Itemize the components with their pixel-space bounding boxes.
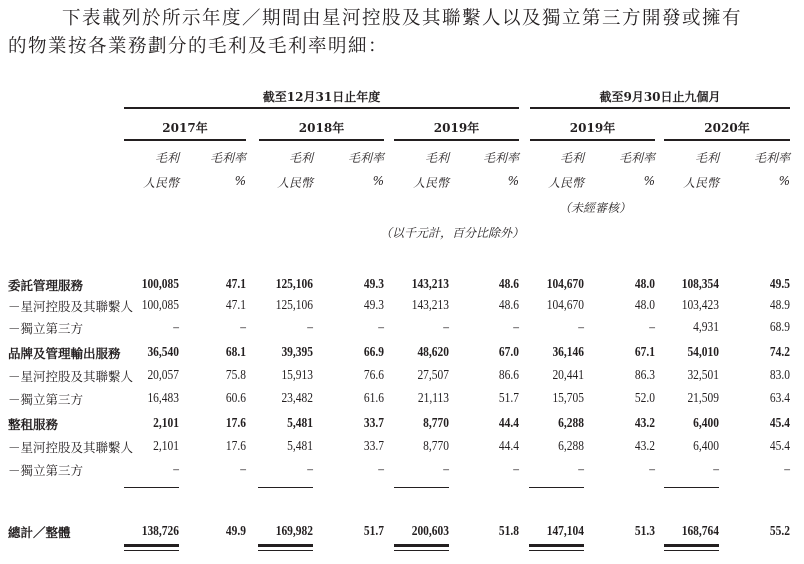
- gross-margin-cell: 51.7: [498, 390, 519, 405]
- row-label: －獨立第三方: [8, 392, 84, 407]
- total-margin-cell: 55.2: [769, 523, 790, 538]
- currency-header: 人民幣: [412, 176, 449, 190]
- gross-margin-header: 毛利率: [753, 151, 790, 165]
- gross-margin-cell: 75.8: [225, 367, 246, 382]
- year-rule: [124, 139, 246, 141]
- gross-margin-cell: 48.6: [498, 297, 519, 312]
- gross-profit-cell: 39,395: [281, 344, 313, 359]
- gross-margin-cell: 74.2: [769, 344, 790, 359]
- gross-profit-header: 毛利: [154, 151, 179, 165]
- subtotal-rule: [394, 487, 449, 488]
- gross-margin-cell: –: [378, 319, 384, 334]
- total-profit-cell: 147,104: [546, 523, 584, 538]
- row-label: －星河控股及其聯繫人: [8, 440, 134, 455]
- subtotal-rule: [124, 487, 179, 488]
- gross-profit-header: 毛利: [559, 151, 584, 165]
- gross-margin-cell: 67.0: [498, 344, 519, 359]
- gross-profit-cell: 125,106: [275, 297, 313, 312]
- gross-margin-cell: 47.1: [225, 276, 246, 291]
- year-rule: [530, 139, 655, 141]
- double-rule: [124, 544, 179, 547]
- gross-margin-header: 毛利率: [618, 151, 655, 165]
- gross-margin-cell: 47.1: [225, 297, 246, 312]
- subtotal-rule: [529, 487, 584, 488]
- double-rule: [529, 544, 584, 547]
- row-label: 委託管理服務: [8, 278, 84, 293]
- gross-margin-cell: 33.7: [363, 438, 384, 453]
- gross-profit-header: 毛利: [424, 151, 449, 165]
- row-label: －星河控股及其聯繫人: [8, 369, 134, 384]
- unaudited-note: （未經審核）: [558, 201, 631, 215]
- gross-margin-cell: 48.0: [634, 276, 655, 291]
- gross-margin-cell: 86.6: [498, 367, 519, 382]
- gross-margin-header: 毛利率: [482, 151, 519, 165]
- gross-margin-cell: –: [240, 319, 246, 334]
- gross-margin-cell: 33.7: [363, 415, 384, 430]
- table-row: [0, 390, 804, 410]
- total-row: [0, 523, 804, 543]
- gross-margin-cell: –: [649, 461, 655, 476]
- double-rule: [664, 550, 719, 551]
- gross-margin-cell: 48.0: [634, 297, 655, 312]
- gross-margin-cell: 45.4: [769, 415, 790, 430]
- gross-margin-header: 毛利率: [209, 151, 246, 165]
- gross-profit-cell: 8,770: [423, 415, 449, 430]
- gross-margin-cell: –: [784, 461, 790, 476]
- table-row: [0, 415, 804, 435]
- table-row: [0, 461, 804, 481]
- total-margin-cell: 51.3: [634, 523, 655, 538]
- year-rule: [664, 139, 790, 141]
- year-rule: [259, 139, 384, 141]
- gross-profit-cell: 6,400: [693, 415, 719, 430]
- gross-margin-cell: –: [513, 461, 519, 476]
- gross-profit-cell: 54,010: [687, 344, 719, 359]
- gross-margin-cell: 68.9: [769, 319, 790, 334]
- gross-profit-cell: 6,288: [558, 438, 584, 453]
- gross-profit-cell: –: [307, 319, 313, 334]
- gross-profit-cell: 108,354: [681, 276, 719, 291]
- gross-profit-header: 毛利: [288, 151, 313, 165]
- double-rule: [258, 544, 313, 547]
- total-profit-cell: 138,726: [141, 523, 179, 538]
- year-header: 2018年: [298, 121, 345, 135]
- gross-profit-cell: 6,400: [693, 438, 719, 453]
- gross-margin-cell: 43.2: [634, 438, 655, 453]
- gross-profit-cell: 143,213: [411, 276, 449, 291]
- gross-profit-cell: 104,670: [546, 276, 584, 291]
- gross-profit-cell: 15,913: [281, 367, 313, 382]
- gross-margin-cell: 52.0: [634, 390, 655, 405]
- gross-margin-cell: 44.4: [498, 438, 519, 453]
- gross-margin-cell: 86.3: [634, 367, 655, 382]
- row-label: 整租服務: [8, 417, 59, 432]
- gross-margin-cell: 49.5: [769, 276, 790, 291]
- total-margin-cell: 49.9: [225, 523, 246, 538]
- gross-margin-cell: –: [378, 461, 384, 476]
- gross-profit-cell: –: [173, 461, 179, 476]
- table-row: [0, 438, 804, 458]
- gross-margin-cell: 61.6: [363, 390, 384, 405]
- gross-margin-header: 毛利率: [347, 151, 384, 165]
- header-rule: [530, 107, 790, 109]
- gross-profit-cell: 4,931: [693, 319, 719, 334]
- header-rule: [124, 107, 519, 109]
- gross-profit-cell: 16,483: [147, 390, 179, 405]
- currency-header: 人民幣: [682, 176, 719, 190]
- gross-margin-cell: 48.9: [769, 297, 790, 312]
- year-header: 2017年: [162, 121, 208, 135]
- subtotal-rule: [258, 487, 313, 488]
- gross-profit-cell: 100,085: [141, 297, 179, 312]
- gross-profit-cell: 23,482: [281, 390, 313, 405]
- double-rule: [394, 544, 449, 547]
- gross-profit-cell: 125,106: [275, 276, 313, 291]
- gross-profit-cell: 36,540: [147, 344, 179, 359]
- gross-margin-cell: 17.6: [225, 438, 246, 453]
- double-rule: [258, 550, 313, 551]
- total-margin-cell: 51.8: [498, 523, 519, 538]
- gross-margin-cell: 60.6: [225, 390, 246, 405]
- total-label: 總計／整體: [8, 525, 71, 540]
- table-row: [0, 344, 804, 364]
- percent-header: %: [778, 174, 790, 188]
- gross-profit-cell: 5,481: [287, 415, 313, 430]
- gross-profit-cell: 15,705: [552, 390, 584, 405]
- gross-profit-cell: 100,085: [141, 276, 179, 291]
- percent-header: %: [234, 174, 246, 188]
- gross-margin-cell: 48.6: [498, 276, 519, 291]
- gross-profit-cell: 27,507: [417, 367, 449, 382]
- gross-profit-cell: 2,101: [153, 415, 179, 430]
- period-header-year-ended: 截至12月31日止年度: [262, 90, 381, 104]
- gross-profit-cell: –: [713, 461, 719, 476]
- total-margin-cell: 51.7: [363, 523, 384, 538]
- gross-margin-cell: –: [240, 461, 246, 476]
- gross-profit-header: 毛利: [694, 151, 719, 165]
- gross-profit-cell: –: [443, 461, 449, 476]
- double-rule: [394, 550, 449, 551]
- gross-margin-cell: 49.3: [363, 276, 384, 291]
- row-label: 品牌及管理輸出服務: [8, 346, 121, 361]
- gross-margin-cell: 76.6: [363, 367, 384, 382]
- row-label: －星河控股及其聯繫人: [8, 299, 134, 314]
- table-row: [0, 367, 804, 387]
- row-label: －獨立第三方: [8, 463, 84, 478]
- currency-header: 人民幣: [276, 176, 313, 190]
- gross-profit-cell: 104,670: [546, 297, 584, 312]
- gross-profit-cell: 5,481: [287, 438, 313, 453]
- table-row: [0, 297, 804, 317]
- percent-header: %: [507, 174, 519, 188]
- gross-profit-cell: 36,146: [552, 344, 584, 359]
- gross-margin-cell: 17.6: [225, 415, 246, 430]
- currency-header: 人民幣: [547, 176, 584, 190]
- gross-profit-cell: 20,057: [147, 367, 179, 382]
- gross-profit-cell: 21,113: [417, 390, 449, 405]
- percent-header: %: [643, 174, 655, 188]
- total-profit-cell: 169,982: [275, 523, 313, 538]
- year-rule: [394, 139, 519, 141]
- gross-profit-cell: 143,213: [411, 297, 449, 312]
- year-header: 2019年: [569, 121, 616, 135]
- gross-margin-cell: 67.1: [634, 344, 655, 359]
- year-header: 2020年: [704, 121, 750, 135]
- gross-profit-cell: 48,620: [417, 344, 449, 359]
- double-rule: [529, 550, 584, 551]
- gross-profit-cell: –: [173, 319, 179, 334]
- double-rule: [124, 550, 179, 551]
- gross-margin-cell: –: [513, 319, 519, 334]
- gross-margin-cell: 44.4: [498, 415, 519, 430]
- gross-margin-cell: 49.3: [363, 297, 384, 312]
- gross-profit-cell: –: [578, 461, 584, 476]
- gross-profit-cell: –: [578, 319, 584, 334]
- gross-profit-cell: –: [443, 319, 449, 334]
- total-profit-cell: 168,764: [681, 523, 719, 538]
- gross-margin-cell: 68.1: [225, 344, 246, 359]
- total-profit-cell: 200,603: [411, 523, 449, 538]
- subtotal-rule: [664, 487, 719, 488]
- gross-profit-cell: 32,501: [687, 367, 719, 382]
- intro-line-1: 下表載列於所示年度／期間由星河控股及其聯繫人以及獨立第三方開發或擁有: [62, 8, 743, 29]
- gross-margin-cell: 45.4: [769, 438, 790, 453]
- row-label: －獨立第三方: [8, 321, 84, 336]
- gross-profit-cell: 103,423: [681, 297, 719, 312]
- gross-profit-cell: 20,441: [552, 367, 584, 382]
- period-header-nine-months: 截至9月30日止九個月: [599, 90, 721, 104]
- gross-margin-cell: 66.9: [363, 344, 384, 359]
- gross-profit-cell: 21,509: [687, 390, 719, 405]
- intro-line-2: 的物業按各業務劃分的毛利及毛利率明細：: [8, 36, 389, 57]
- currency-header: 人民幣: [142, 176, 179, 190]
- gross-margin-cell: 63.4: [769, 390, 790, 405]
- gross-margin-cell: –: [649, 319, 655, 334]
- gross-margin-cell: 83.0: [769, 367, 790, 382]
- gross-profit-cell: –: [307, 461, 313, 476]
- table-row: [0, 276, 804, 296]
- percent-header: %: [372, 174, 384, 188]
- gross-profit-cell: 6,288: [558, 415, 584, 430]
- year-header: 2019年: [433, 121, 480, 135]
- table-row: [0, 319, 804, 339]
- unit-note: （以千元計，百分比除外）: [380, 226, 525, 240]
- gross-profit-cell: 8,770: [423, 438, 449, 453]
- double-rule: [664, 544, 719, 547]
- gross-profit-cell: 2,101: [153, 438, 179, 453]
- gross-margin-cell: 43.2: [634, 415, 655, 430]
